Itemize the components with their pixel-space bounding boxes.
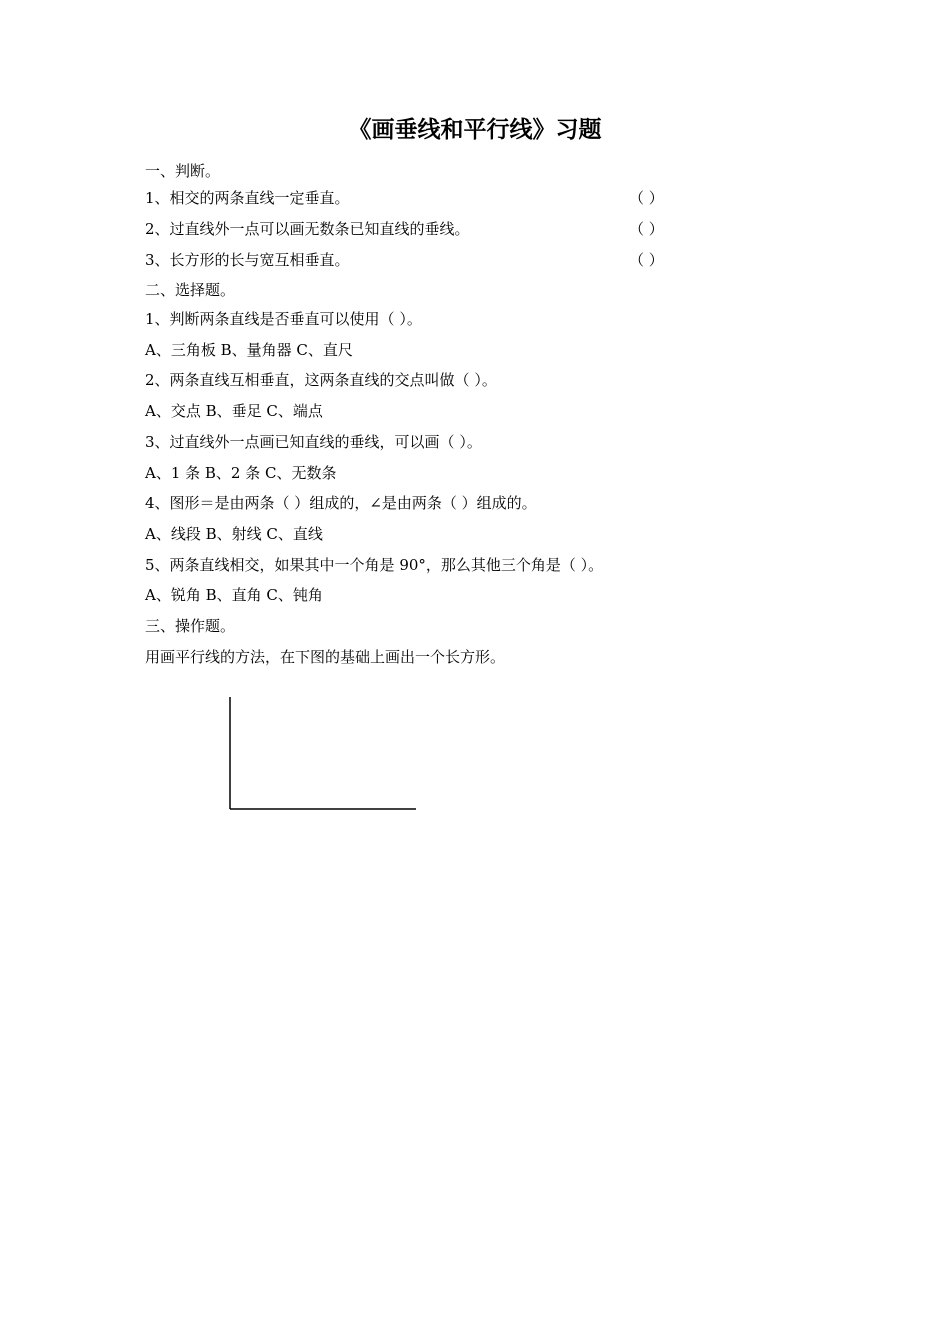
judgment-answer-blank-2: （ ） bbox=[629, 220, 664, 238]
choice-question-5: 5、两条直线相交，如果其中一个角是 90°，那么其他三个角是（ ）。 bbox=[145, 556, 604, 574]
choice-question-2: 2、两条直线互相垂直，这两条直线的交点叫做（ ）。 bbox=[145, 371, 497, 389]
operation-instruction: 用画平行线的方法，在下图的基础上画出一个长方形。 bbox=[145, 648, 506, 666]
choice-question-1: 1、判断两条直线是否垂直可以使用（ ）。 bbox=[145, 310, 422, 328]
section-choice-heading: 二、选择题。 bbox=[145, 281, 236, 299]
choice-question-4: 4、图形＝是由两条（ ）组成的，∠是由两条（ ）组成的。 bbox=[145, 494, 537, 512]
choice-options-5: A、锐角 B、直角 C、钝角 bbox=[145, 586, 323, 604]
section-operation-heading: 三、操作题。 bbox=[145, 617, 236, 635]
choice-options-4: A、线段 B、射线 C、直线 bbox=[145, 525, 323, 543]
choice-options-2: A、交点 B、垂足 C、端点 bbox=[145, 402, 323, 420]
right-angle-figure bbox=[228, 696, 420, 814]
choice-options-1: A、三角板 B、量角器 C、直尺 bbox=[145, 341, 353, 359]
judgment-answer-blank-1: （ ） bbox=[629, 189, 664, 207]
judgment-answer-blank-3: （ ） bbox=[629, 251, 664, 269]
choice-options-3: A、1 条 B、2 条 C、无数条 bbox=[145, 464, 337, 482]
judgment-item-1: 1、相交的两条直线一定垂直。 bbox=[145, 189, 350, 207]
judgment-item-2: 2、过直线外一点可以画无数条已知直线的垂线。 bbox=[145, 220, 470, 238]
page-title: 《画垂线和平行线》习题 bbox=[348, 117, 602, 143]
section-judgment-heading: 一、判断。 bbox=[145, 162, 221, 180]
choice-question-3: 3、过直线外一点画已知直线的垂线，可以画（ ）。 bbox=[145, 433, 482, 451]
judgment-item-3: 3、长方形的长与宽互相垂直。 bbox=[145, 251, 350, 269]
